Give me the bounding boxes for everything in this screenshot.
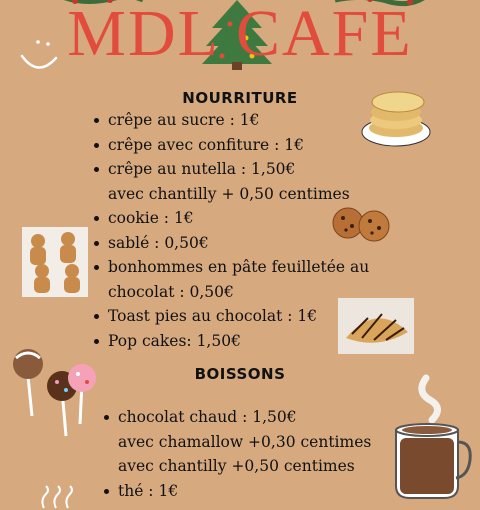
cake-pops-icon xyxy=(10,346,96,438)
list-item: cookie : 1€ xyxy=(94,206,369,231)
drinks-list xyxy=(104,405,371,503)
list-item: crêpe au nutella : 1,50€ avec chantilly + 0,50 centimes xyxy=(94,157,369,206)
cafe-title: MDL CAFE xyxy=(67,0,413,70)
drinks-heading: BOISSONS xyxy=(194,365,286,383)
food-heading: NOURRITURE xyxy=(182,89,298,107)
smiley-icon xyxy=(18,34,62,74)
toast-pie-photo xyxy=(338,298,414,354)
steam-icon xyxy=(40,488,76,510)
list-item: Pop cakes: 1,50€ xyxy=(94,329,369,354)
list-item: thé : 1€ xyxy=(104,479,371,504)
hot-chocolate-mug-icon xyxy=(386,374,474,504)
food-list xyxy=(94,108,369,353)
list-item: bonhommes en pâte feuilletée au chocolat : 0,50€ xyxy=(94,255,369,304)
list-item: sablé : 0,50€ xyxy=(94,231,369,256)
cookies-icon xyxy=(332,206,390,244)
gingerbread-photo xyxy=(22,227,88,297)
list-item: crêpe au sucre : 1€ xyxy=(94,108,369,133)
list-item: crêpe avec confiture : 1€ xyxy=(94,133,369,158)
list-item: chocolat chaud : 1,50€ avec chamallow +0,30 centimes avec chantilly +0,50 centimes xyxy=(104,405,371,479)
list-item: Toast pies au chocolat : 1€ xyxy=(94,304,369,329)
